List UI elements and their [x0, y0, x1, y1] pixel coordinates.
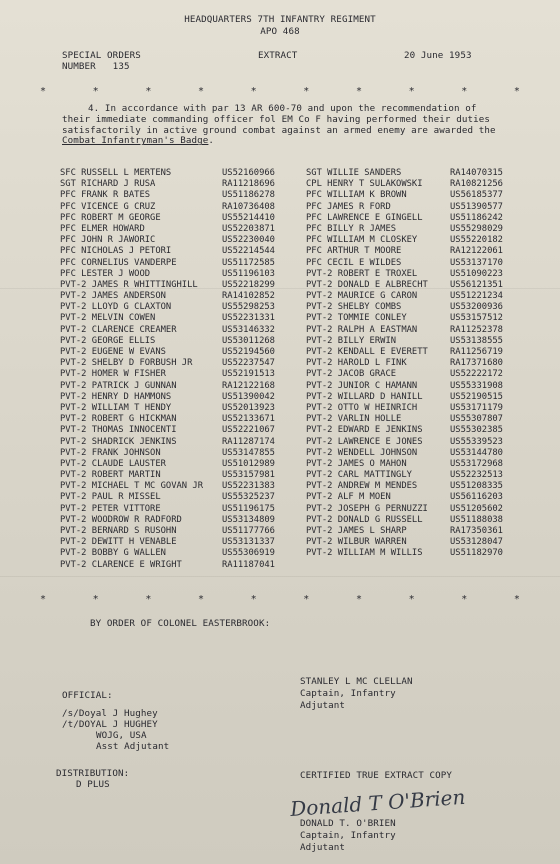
star-glyph: *	[355, 86, 362, 97]
star-glyph: *	[355, 594, 362, 605]
soldier-name: PFC ELMER HOWARD	[60, 223, 145, 234]
service-number: US51196103	[222, 268, 275, 279]
certified-label: CERTIFIED TRUE EXTRACT COPY	[300, 770, 453, 781]
service-number: RA12122168	[222, 380, 275, 391]
roster-row	[60, 235, 530, 246]
soldier-name: PFC FRANK R BATES	[60, 190, 151, 201]
service-number: US52230040	[222, 235, 275, 246]
service-number: US53157981	[222, 470, 275, 481]
soldier-name: PVT-2 BERNARD S RUSOHN	[60, 526, 177, 536]
roster-row	[60, 515, 530, 526]
star-glyph: *	[197, 594, 204, 605]
roster-row	[60, 392, 530, 403]
star-glyph: *	[92, 594, 99, 605]
soldier-name: PFC LESTER J WOOD	[60, 268, 151, 279]
badge-name: Combat Infantryman's Badge	[62, 135, 209, 147]
soldier-name: PVT-2 OTTO W HEINRICH	[306, 402, 418, 413]
soldier-name: PVT-2 JUNIOR C HAMANN	[306, 380, 418, 391]
star-glyph: *	[303, 594, 310, 605]
paragraph-4	[62, 104, 502, 147]
service-number: US55339523	[450, 436, 503, 447]
soldier-name: PVT-2 GEORGE ELLIS	[60, 335, 156, 346]
service-number: RA11256719	[450, 347, 503, 357]
star-glyph: *	[408, 86, 415, 97]
soldier-name: PVT-2 MICHAEL T MC GOVAN JR	[60, 481, 203, 492]
star-glyph: *	[461, 594, 468, 605]
service-number: US53172968	[450, 458, 503, 469]
service-number: US53128047	[450, 537, 503, 548]
service-number: US53011268	[222, 335, 275, 346]
soldier-name: PVT-2 WILLIAM T HENDY	[60, 402, 172, 413]
star-glyph: *	[92, 86, 99, 97]
star-glyph: *	[408, 594, 415, 605]
service-number: US55298029	[450, 223, 503, 234]
soldier-name: PVT-2 DEWITT H VENABLE	[60, 537, 177, 548]
soldier-name: PVT-2 BILLY ERWIN	[306, 335, 397, 346]
roster-row	[60, 369, 530, 380]
service-number: RA11252378	[450, 324, 503, 335]
soldier-name: PFC JAMES R FORD	[306, 201, 391, 212]
service-number: RA11187041	[222, 559, 275, 570]
soldier-name: PVT-2 WENDELL JOHNSON	[306, 447, 418, 458]
soldier-name: PVT-2 HENRY D HAMMONS	[60, 391, 172, 402]
star-glyph: *	[250, 594, 257, 605]
soldier-name: PVT-2 SHELBY COMBS	[306, 302, 402, 313]
extract-label: EXTRACT	[258, 50, 298, 61]
service-number: RA12122061	[450, 246, 503, 257]
official-label: OFFICIAL:	[62, 690, 113, 701]
star-glyph: *	[40, 86, 47, 97]
roster-row	[60, 448, 530, 459]
roster-row	[60, 202, 530, 213]
service-number: US51205602	[450, 503, 503, 514]
roster-list	[60, 168, 530, 571]
star-divider-top	[40, 86, 520, 97]
soldier-name: PVT-2 WILBUR WARREN	[306, 537, 407, 548]
soldier-name: PVT-2 ALF M MOEN	[306, 492, 391, 503]
soldier-name: PVT-2 WILLIAM M WILLIS	[306, 548, 423, 559]
service-number: US52160966	[222, 168, 275, 178]
soldier-name: PVT-2 JACOB GRACE	[306, 369, 397, 380]
roster-row	[60, 537, 530, 548]
soldier-name: SFC RUSSELL L MERTENS	[60, 168, 172, 178]
service-number: US51012989	[222, 458, 275, 469]
service-number: RA11218696	[222, 179, 275, 190]
service-number: US51390042	[222, 391, 275, 402]
number-label: NUMBER 135	[62, 61, 130, 72]
service-number: US53146332	[222, 324, 275, 335]
certifier-rank: Captain, Infantry	[300, 830, 396, 841]
certifier-title: Adjutant	[300, 842, 346, 853]
service-number: US51188038	[450, 514, 503, 525]
soldier-name: PVT-2 KENDALL E EVERETT	[306, 347, 428, 357]
soldier-name: PFC ROBERT M GEORGE	[60, 212, 161, 223]
special-orders-label: SPECIAL ORDERS	[62, 50, 141, 61]
service-number: US56121351	[450, 279, 503, 290]
soldier-name: PVT-2 EDWARD E JENKINS	[306, 425, 423, 436]
star-glyph: *	[513, 86, 520, 97]
roster-row	[60, 470, 530, 481]
roster-row	[60, 560, 530, 571]
service-number: US52214544	[222, 246, 275, 257]
service-number: US52191513	[222, 369, 275, 380]
service-number: US52203871	[222, 223, 275, 234]
soldier-name: PVT-2 PETER VITTORE	[60, 503, 161, 514]
roster-row	[60, 190, 530, 201]
service-number: RA14102852	[222, 291, 275, 302]
official-line-2: /t/DOYAL J HUGHEY	[62, 719, 158, 730]
service-number: US52194560	[222, 347, 275, 357]
soldier-name: PVT-2 HOMER W FISHER	[60, 369, 166, 380]
star-glyph: *	[145, 594, 152, 605]
soldier-name: PVT-2 SHADRICK JENKINS	[60, 436, 177, 447]
star-glyph: *	[461, 86, 468, 97]
roster-row	[60, 481, 530, 492]
roster-row	[60, 347, 530, 358]
service-number: US53144780	[450, 447, 503, 458]
service-number: US51172585	[222, 257, 275, 268]
star-glyph: *	[40, 594, 47, 605]
roster-row	[60, 179, 530, 190]
roster-row	[60, 269, 530, 280]
service-number: US55220182	[450, 235, 503, 246]
soldier-name: PVT-2 FRANK JOHNSON	[60, 447, 161, 458]
soldier-name: PVT-2 MELVIN COWEN	[60, 313, 156, 324]
roster-row	[60, 246, 530, 257]
soldier-name: PVT-2 CLARENCE CREAMER	[60, 324, 177, 335]
soldier-name: PVT-2 CARL MATTINGLY	[306, 470, 412, 481]
roster-row	[60, 280, 530, 291]
service-number: US53134809	[222, 514, 275, 525]
official-line-3: WOJG, USA	[96, 730, 147, 741]
soldier-name: PVT-2 VARLIN HOLLE	[306, 414, 402, 425]
service-number: US51186278	[222, 190, 275, 201]
soldier-name: PFC BILLY R JAMES	[306, 223, 397, 234]
roster-row	[60, 459, 530, 470]
soldier-name: PFC CORNELIUS VANDERPE	[60, 257, 177, 268]
soldier-name: PVT-2 EUGENE W EVANS	[60, 347, 166, 357]
certifier-name: DONALD T. O'BRIEN	[300, 818, 396, 829]
soldier-name: PVT-2 JAMES R WHITTINGHILL	[60, 279, 198, 290]
soldier-name: PVT-2 JAMES O MAHON	[306, 458, 407, 469]
service-number: US55307807	[450, 414, 503, 425]
header-unit: HEADQUARTERS 7TH INFANTRY REGIMENT	[184, 14, 376, 25]
paragraph-text: 4. In accordance with par 13 AR 600-70 and upon the recommendation of their immediate commanding officer fol EM Co F having performed their duties satisfactorily in active ground combat against an armed enemy are awarded the	[62, 103, 496, 136]
soldier-name: PVT-2 MAURICE G CARON	[306, 291, 418, 302]
roster-row	[60, 504, 530, 515]
soldier-name: PVT-2 LLOYD G CLAXTON	[60, 302, 172, 313]
roster-row	[60, 492, 530, 503]
soldier-name: PVT-2 THOMAS INNOCENTI	[60, 425, 177, 436]
service-number: RA17350361	[450, 526, 503, 536]
roster-row	[60, 437, 530, 448]
header-apo: APO 468	[260, 26, 300, 37]
soldier-name: PFC WILLIAM K BROWN	[306, 190, 407, 201]
service-number: RA10736408	[222, 201, 275, 212]
service-number: US51208335	[450, 481, 503, 492]
service-number: US55214410	[222, 212, 275, 223]
soldier-name: PVT-2 CLAUDE LAUSTER	[60, 458, 166, 469]
service-number: US52237547	[222, 358, 275, 369]
service-number: US53200936	[450, 302, 503, 313]
service-number: US51390577	[450, 201, 503, 212]
soldier-name: PVT-2 BOBBY G WALLEN	[60, 548, 166, 559]
service-number: US52231331	[222, 313, 275, 324]
service-number: US55331908	[450, 380, 503, 391]
service-number: US55298253	[222, 302, 275, 313]
service-number: US53138555	[450, 335, 503, 346]
service-number: US53147855	[222, 447, 275, 458]
service-number: US52013923	[222, 402, 275, 413]
order-date: 20 June 1953	[404, 50, 472, 61]
roster-row	[60, 414, 530, 425]
service-number: US53157512	[450, 313, 503, 324]
soldier-name: PVT-2 DONALD G RUSSELL	[306, 514, 423, 525]
service-number: US55302385	[450, 425, 503, 436]
soldier-name: PVT-2 TOMMIE CONLEY	[306, 313, 407, 324]
roster-row	[60, 258, 530, 269]
commander-title: Adjutant	[300, 700, 346, 711]
soldier-name: PFC LAWRENCE E GINGELL	[306, 212, 423, 223]
soldier-name: PVT-2 ROBERT E TROXEL	[306, 268, 418, 279]
soldier-name: PFC ARTHUR T MOORE	[306, 246, 402, 257]
soldier-name: PFC NICHOLAS J PETORI	[60, 246, 172, 257]
service-number: US52218299	[222, 279, 275, 290]
soldier-name: SGT RICHARD J RUSA	[60, 179, 156, 190]
roster-row	[60, 291, 530, 302]
star-glyph: *	[250, 86, 257, 97]
distribution-label: DISTRIBUTION:	[56, 768, 130, 779]
star-glyph: *	[145, 86, 152, 97]
roster-row	[60, 526, 530, 537]
soldier-name: PFC CECIL E WILDES	[306, 257, 402, 268]
service-number: US51221234	[450, 291, 503, 302]
soldier-name: PVT-2 WILLARD D HANILL	[306, 391, 423, 402]
soldier-name: CPL HENRY T SULAKOWSKI	[306, 179, 423, 190]
service-number: US51196175	[222, 503, 275, 514]
handwritten-signature: Donald T O'Brien	[289, 784, 467, 821]
soldier-name: PVT-2 JAMES L SHARP	[306, 526, 407, 536]
service-number: US52190515	[450, 391, 503, 402]
soldier-name: PVT-2 CLARENCE E WRIGHT	[60, 559, 182, 570]
soldier-name: PVT-2 ROBERT G HICKMAN	[60, 414, 177, 425]
soldier-name: PFC JOHN R JAWORIC	[60, 235, 156, 246]
roster-row	[60, 313, 530, 324]
star-glyph: *	[303, 86, 310, 97]
soldier-name: PVT-2 PAUL R MISSEL	[60, 492, 161, 503]
service-number: US52231383	[222, 481, 275, 492]
service-number: US53137170	[450, 257, 503, 268]
service-number: US52222172	[450, 369, 503, 380]
paragraph-end: .	[208, 135, 215, 147]
service-number: US52133671	[222, 414, 275, 425]
distribution-value: D PLUS	[76, 779, 110, 790]
soldier-name: PVT-2 PATRICK J GUNNAN	[60, 380, 177, 391]
roster-row	[60, 358, 530, 369]
service-number: US53171179	[450, 402, 503, 413]
fold-line	[0, 576, 560, 577]
service-number: US51182970	[450, 548, 503, 559]
service-number: RA14070315	[450, 168, 503, 178]
service-number: RA11287174	[222, 436, 275, 447]
service-number: US51177766	[222, 526, 275, 536]
soldier-name: PVT-2 LAWRENCE E JONES	[306, 436, 423, 447]
soldier-name: PVT-2 ROBERT MARTIN	[60, 470, 161, 481]
soldier-name: PVT-2 JOSEPH G PERNUZZI	[306, 503, 428, 514]
soldier-name: PVT-2 ANDREW M MENDES	[306, 481, 418, 492]
soldier-name: SGT WILLIE SANDERS	[306, 168, 402, 178]
roster-row	[60, 381, 530, 392]
service-number: US53131337	[222, 537, 275, 548]
star-divider-bottom	[40, 594, 520, 605]
soldier-name: PVT-2 HAROLD L FINK	[306, 358, 407, 369]
roster-row	[60, 403, 530, 414]
soldier-name: PVT-2 SHELBY D FORBUSH JR	[60, 358, 193, 369]
star-glyph: *	[513, 594, 520, 605]
roster-row	[60, 168, 530, 179]
service-number: RA10821256	[450, 179, 503, 190]
service-number: US51090223	[450, 268, 503, 279]
by-order-line: BY ORDER OF COLONEL EASTERBROOK:	[90, 618, 271, 629]
service-number: US51186242	[450, 212, 503, 223]
official-line-1: /s/Doyal J Hughey	[62, 708, 158, 719]
roster-row	[60, 336, 530, 347]
service-number: US56116203	[450, 492, 503, 503]
service-number: RA17371680	[450, 358, 503, 369]
roster-row	[60, 302, 530, 313]
roster-row	[60, 548, 530, 559]
official-line-4: Asst Adjutant	[96, 741, 170, 752]
service-number: US56185377	[450, 190, 503, 201]
soldier-name: PVT-2 JAMES ANDERSON	[60, 291, 166, 302]
soldier-name: PFC WILLIAM M CLOSKEY	[306, 235, 418, 246]
roster-row	[60, 213, 530, 224]
soldier-name: PVT-2 WOODROW R RADFORD	[60, 514, 182, 525]
roster-row	[60, 325, 530, 336]
soldier-name: PVT-2 DONALD E ALBRECHT	[306, 279, 428, 290]
roster-row	[60, 224, 530, 235]
soldier-name: PFC VICENCE G CRUZ	[60, 201, 156, 212]
commander-name: STANLEY L MC CLELLAN	[300, 676, 413, 687]
service-number: US52232513	[450, 470, 503, 481]
service-number: US55306919	[222, 548, 275, 559]
service-number: US55325237	[222, 492, 275, 503]
roster-row	[60, 425, 530, 436]
service-number: US52221067	[222, 425, 275, 436]
soldier-name: PVT-2 RALPH A EASTMAN	[306, 324, 418, 335]
star-glyph: *	[197, 86, 204, 97]
commander-rank: Captain, Infantry	[300, 688, 396, 699]
